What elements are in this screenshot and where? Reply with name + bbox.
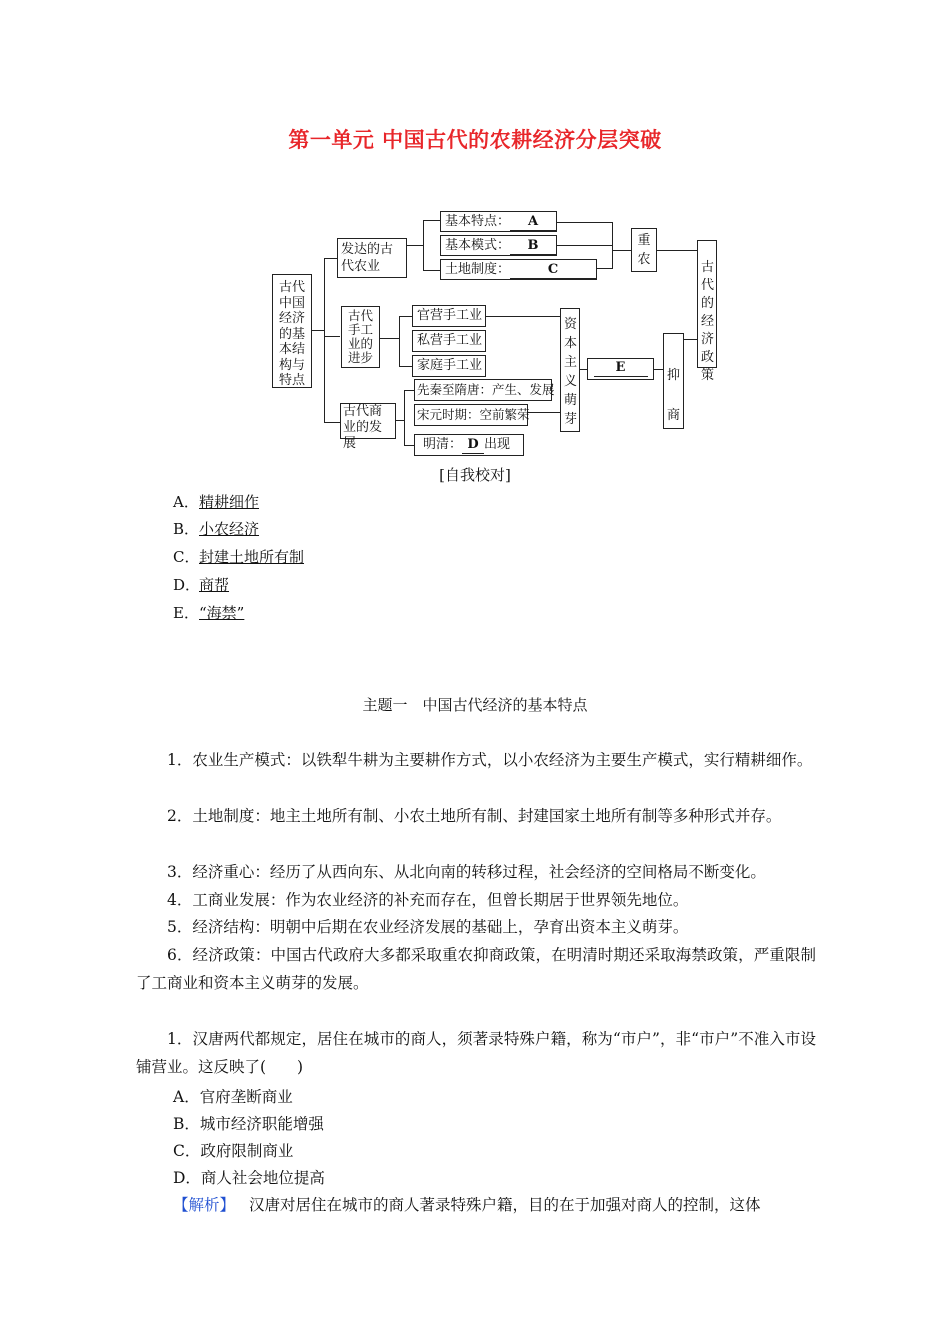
agri-mode-box: 基本模式： B xyxy=(440,235,557,256)
connector xyxy=(657,250,697,251)
point-3: 3．经济重心：经历了从西向东、从北向南的转移过程，社会经济的空间格局不断变化。 xyxy=(167,863,766,881)
point-4: 4．工商业发展：作为农业经济的补充而存在，但曾长期居于世界领先地位。 xyxy=(167,891,689,909)
agriculture-box xyxy=(337,238,407,278)
point-2: 2．土地制度：地主土地所有制、小农土地所有制、封建国家土地所有制等多种形式并存。 xyxy=(167,807,782,825)
connector xyxy=(324,422,340,423)
point-6: 6．经济政策：中国古代政府大多都采取重农抑商政策，在明清时期还采取海禁政策，严重限制了工商业和资本主义萌芽的发展。 xyxy=(136,946,816,992)
commerce-early-box: 先秦至隋唐：产生、发展 xyxy=(414,379,552,401)
connector xyxy=(324,258,337,259)
blank-d: D xyxy=(462,436,484,454)
craft-family-box: 家庭手工业 xyxy=(412,355,486,377)
root-box xyxy=(272,274,312,388)
structure-diagram xyxy=(0,0,950,480)
answer-e: E．“海禁” xyxy=(173,604,245,622)
topic-title: 主题一 中国古代经济的基本特点 xyxy=(362,696,588,714)
answer-b: B．小农经济 xyxy=(173,520,260,538)
connector xyxy=(528,412,560,413)
sprout-box: 资本主义萌芽 xyxy=(560,308,580,432)
commerce-box: 古代商业的发展 xyxy=(340,403,396,439)
self-check-label: [自我校对] xyxy=(439,466,511,484)
connector xyxy=(557,222,613,223)
craft-official-box: 官营手工业 xyxy=(412,305,486,327)
connector xyxy=(396,420,405,421)
connector xyxy=(407,245,424,246)
point-1: 1．农业生产模式：以铁犁牛耕为主要耕作方式，以小农经济为主要生产模式，实行精耕细作。 xyxy=(167,751,813,769)
yishang-box: 抑商 xyxy=(663,333,684,429)
answer-d: D．商帮 xyxy=(173,576,230,594)
connector xyxy=(380,338,400,339)
connector xyxy=(557,245,613,246)
page-title: 第一单元 中国古代的农耕经济分层突破 xyxy=(288,127,662,152)
blank-b: B xyxy=(510,237,556,255)
option-a: A．官府垄断商业 xyxy=(173,1088,293,1106)
e-box xyxy=(587,358,654,380)
commerce-mingqing-box: 明清： D 出现 xyxy=(414,434,524,456)
agri-land-box: 土地制度： C xyxy=(440,259,597,280)
craft-private-box: 私营手工业 xyxy=(412,330,486,352)
answer-c: C．封建土地所有制 xyxy=(173,548,305,566)
root-label: 古代中国经济的基本结构与特点 xyxy=(278,280,305,388)
analysis-text: 汉唐对居住在城市的商人著录特殊户籍，目的在于加强对商人的控制，这体 xyxy=(249,1196,761,1214)
connector xyxy=(597,268,613,269)
connector xyxy=(486,316,560,317)
connector xyxy=(654,369,663,370)
connector xyxy=(399,316,400,366)
option-b: B．城市经济职能增强 xyxy=(173,1115,324,1133)
analysis-tag: 【解析】 xyxy=(173,1196,236,1214)
option-d: D．商人社会地位提高 xyxy=(173,1169,325,1187)
answer-a: A．精耕细作 xyxy=(173,493,260,511)
agri-feature-box: 基本特点： A xyxy=(440,211,557,232)
blank-e: E xyxy=(594,359,648,377)
analysis xyxy=(173,1193,823,1215)
connector xyxy=(404,390,414,391)
connector xyxy=(399,316,412,317)
connector xyxy=(324,258,325,423)
point-5: 5．经济结构：明朝中后期在农业经济发展的基础上，孕育出资本主义萌芽。 xyxy=(167,918,689,936)
connector xyxy=(399,366,412,367)
handicraft-box: 古代手工业的进步 xyxy=(341,306,380,368)
option-c: C．政府限制商业 xyxy=(173,1142,294,1160)
commerce-songyuan-box: 宋元时期：空前繁荣 xyxy=(414,404,528,426)
connector xyxy=(324,336,340,337)
zhongnong-box: 重农 xyxy=(631,228,657,272)
blank-a: A xyxy=(510,213,556,231)
agriculture-label: 发达的古代农业 xyxy=(341,242,394,274)
connector xyxy=(312,330,325,331)
blank-c: C xyxy=(510,261,596,279)
connector xyxy=(612,250,631,251)
question-stem: 1．汉唐两代都规定，居住在城市的商人，须著录特殊户籍，称为“市户”，非“市户”不准入市设铺营业。这反映了( ) xyxy=(136,1030,816,1076)
connector xyxy=(423,270,440,271)
connector xyxy=(684,339,697,340)
connector xyxy=(404,445,414,446)
connector xyxy=(404,390,405,445)
policy-box: 古代的经济政策 xyxy=(697,240,717,368)
connector xyxy=(580,369,587,370)
connector xyxy=(423,220,440,221)
